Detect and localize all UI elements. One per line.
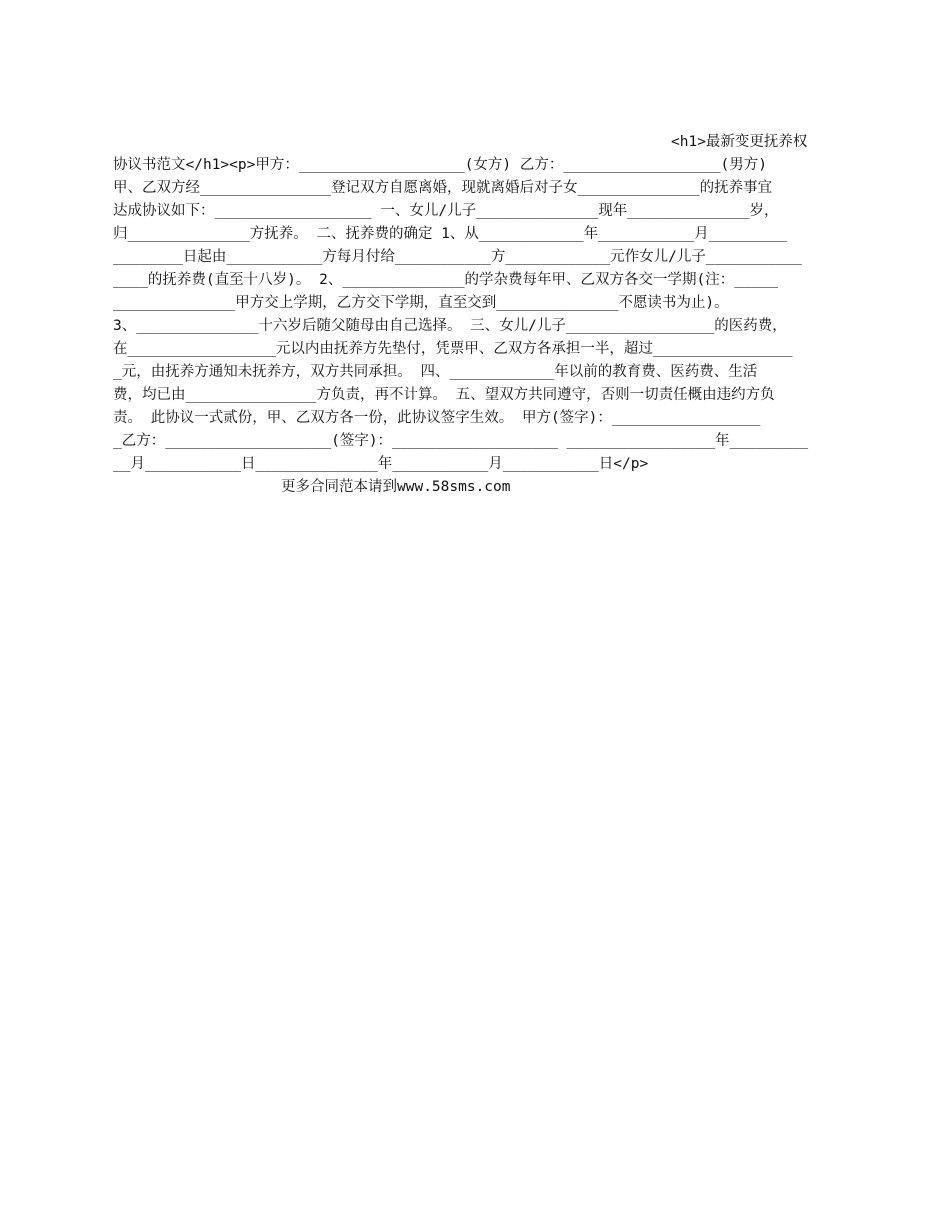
document-line-6: ________日起由___________方每月付给___________方____________元作女儿/儿子___________: [113, 249, 802, 265]
document-line-13: 责。 此协议一式贰份，甲、乙双方各一份，此协议签字生效。 甲方(签字)：_________________: [113, 410, 761, 426]
document-line-8: ______________甲方交上学期，乙方交下学期，直至交到______________不愿读书为止)。: [113, 295, 729, 311]
document-line-11: _元，由抚养方通知未抚养方，双方共同承担。 四、____________年以前的教育费、医药费、生活: [113, 364, 758, 380]
document-line-7: ____的抚养费(直至十八岁)。 2、______________的学杂费每年甲、乙双方各交一学期(注：_____: [113, 272, 778, 288]
document-line-5: 归______________方抚养。 二、抚养费的确定 1、从____________年___________月_________: [113, 226, 788, 242]
document-line-9: 3、______________十六岁后随父随母由自己选择。 三、女儿/儿子_________________的医药费，: [113, 318, 787, 334]
document-line-14: _乙方：___________________(签字)：___________________ _________________年_________: [113, 433, 809, 449]
document-line-4: 达成协议如下：__________________ 一、女儿/儿子______________现年______________岁，: [113, 203, 779, 219]
document-line-15: __月___________日______________年___________月___________日</p>: [113, 456, 649, 472]
footer-link-text: 更多合同范本请到www.58sms.com: [281, 479, 511, 495]
document-line-2: 协议书范文</h1><p>甲方：___________________(女方) 乙方：__________________(男方): [113, 157, 767, 173]
document-line-3: 甲、乙双方经_______________登记双方自愿离婚，现就离婚后对子女______________的抚养事宜: [113, 180, 773, 196]
document-line-1: <h1>最新变更抚养权: [671, 134, 808, 150]
document-line-12: 费，均已由_______________方负责，再不计算。 五、望双方共同遵守，否则一切责任概由违约方负: [113, 387, 775, 403]
document-line-10: 在_________________元以内由抚养方先垫付，凭票甲、乙双方各承担一半，超过________________: [113, 341, 793, 357]
